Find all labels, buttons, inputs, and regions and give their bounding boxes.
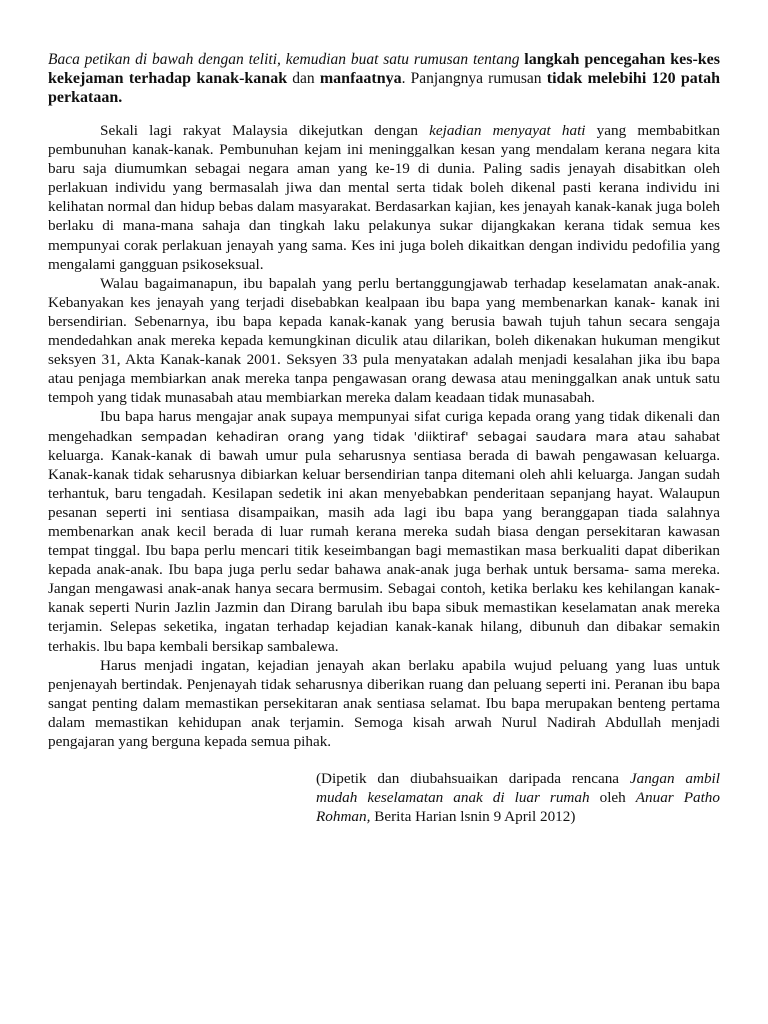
instruction-part-2: dan <box>287 70 320 87</box>
document-page <box>48 50 720 826</box>
source-article-title: Jangan ambil mudah keselamatan anak di luar rumah <box>316 770 720 807</box>
source-author: Anuar Patho Rohman, <box>316 789 720 826</box>
paragraph-3-a: Ibu bapa harus mengajar anak supaya mempunyai sifat curiga kepada orang yang tidak dikenali dan mengehadkan <box>48 408 720 445</box>
paragraph-1 <box>48 121 720 274</box>
paragraph-1-a: Sekali lagi rakyat Malaysia dikejutkan dengan <box>100 122 430 139</box>
instruction-text <box>48 50 720 107</box>
instruction-bold-limit: tidak melebihi 120 patah perkataan. <box>48 70 720 106</box>
paragraph-1-c: yang membabitkan pembunuhan kanak-kanak. Pembunuhan kejam ini meninggalkan kesan yang mendalam kerana negara kita baru saja diumumkan sebagai negara aman yang ke-19 di dunia. Paling sadis jenayah disabitkan oleh perlakuan individu yang bermasalah jiwa dan mental serta tidak boleh dikenal pasti kerana individu ini kelihatan normal dan hidup bebas dalam masyarakat. Berdasarkan kajian, kes jenayah kanak-kanak juga boleh berlaku di mana-mana sahaja dan tingkah laku pelakunya sukar dijangkakan kerana tidak semua kes mempunyai corak perlakuan jenayah yang sama. Kes ini juga boleh dikaitkan dengan individu pedofilia yang mengalami gangguan psikoseksual. <box>48 122 720 273</box>
paragraph-3-c: sahabat keluarga. Kanak-kanak di bawah umur pula seharusnya sentiasa berada di bawah pengawasan keluarga. Kanak-kanak tidak seharusnya dibiarkan keluar bersendirian tanpa ditemani oleh ahli keluarga. Jangan sudah terhantuk, baru tengadah. Kesilapan sedetik ini akan menyebabkan penderitaan sepanjang hayat. Walaupun pesanan seperti ini sentiasa disampaikan, masih ada lagi ibu bapa yang beranggapan tiada salahnya membenarkan anak kecil berada di luar rumah kerana mereka sudah biasa dengan persekitaran kawasan tempat tinggal. Ibu bapa perlu mencari titik keseimbangan bagi memastikan masa berkualiti dapat diberikan kepada anak-anak. Ibu bapa juga perlu sedar bahawa anak-anak juga berhak untuk bersama- sama mereka. Jangan mengawasi anak-anak hanya secara bermusim. Sebagai contoh, ketika berlaku kes kehilangan kanak-kanak seperti Nurin Jazlin Jazmin dan Dirang barulah ibu bapa sibuk memastikan keselamatan anak mereka terjamin. Selepas seketika, ingatan terhadap kejadian kanak-kanak hilang, dibunuh dan dibakar semakin terhakis. lbu bapa kembali bersikap sambalewa. <box>48 427 720 655</box>
paragraph-4: Harus menjadi ingatan, kejadian jenayah akan berlaku apabila wujud peluang yang luas untuk penjenayah bertindak. Penjenayah tidak seharusnya diberikan ruang dan peluang seperti ini. Peranan ibu bapa sangat penting dalam memastikan persekitaran anak sentiasa selamat. Ibu bapa merupakan benteng pertama dalam memastikan kehidupan anak terjamin. Semoga kisah arwah Nurul Nadirah Abdullah menjadi pengajaran yang berguna kepada semua pihak. <box>48 656 720 750</box>
paragraph-3 <box>48 407 720 655</box>
paragraph-1-italic: kejadian menyayat hati <box>429 122 586 139</box>
paragraph-2: Walau bagaimanapun, ibu bapalah yang perlu bertanggungjawab terhadap keselamatan anak-anak. Kebanyakan kes jenayah yang terjadi disebabkan kealpaan ibu bapa yang membenarkan kanak- kanak ini bersendirian. Sebenarnya, ibu bapa kepada kanak-kanak yang berusia bawah tujuh tahun secara sengaja mendedahkan anak mereka kepada kemungkinan diculik atau dilarikan, boleh dikenakan hukuman mengikut seksyen 31, Akta Kanak-kanak 2001. Seksyen 33 pula menyatakan adalah menjadi kesalahan jika ibu bapa atau penjaga membiarkan anak mereka tanpa pengawasan orang dewasa atau meninggalkan anak untuk satu tempoh yang tidak munasabah atau membiarkan mereka dalam keadaan tidak munasabah. <box>48 274 720 407</box>
instruction-part-3: . Panjangnya rumusan <box>401 70 547 87</box>
instruction-bold-topic: langkah pencegahan kes-kes kekejaman terhadap kanak-kanak <box>48 51 721 87</box>
paragraph-3-sans: sempadan kehadiran orang yang tidak 'diiktiraf' sebagai saudara mara atau <box>141 428 666 444</box>
source-by: oleh <box>589 789 636 807</box>
instruction-bold-benefit: manfaatnya <box>319 70 402 87</box>
source-suffix: Berita Harian lsnin 9 April 2012) <box>370 808 576 826</box>
instruction-part-1: Baca petikan di bawah dengan teliti, kemudian buat satu rumusan tentang <box>48 51 525 68</box>
source-prefix: (Dipetik dan diubahsuaikan daripada rencana <box>316 770 630 788</box>
source-citation <box>316 769 720 826</box>
